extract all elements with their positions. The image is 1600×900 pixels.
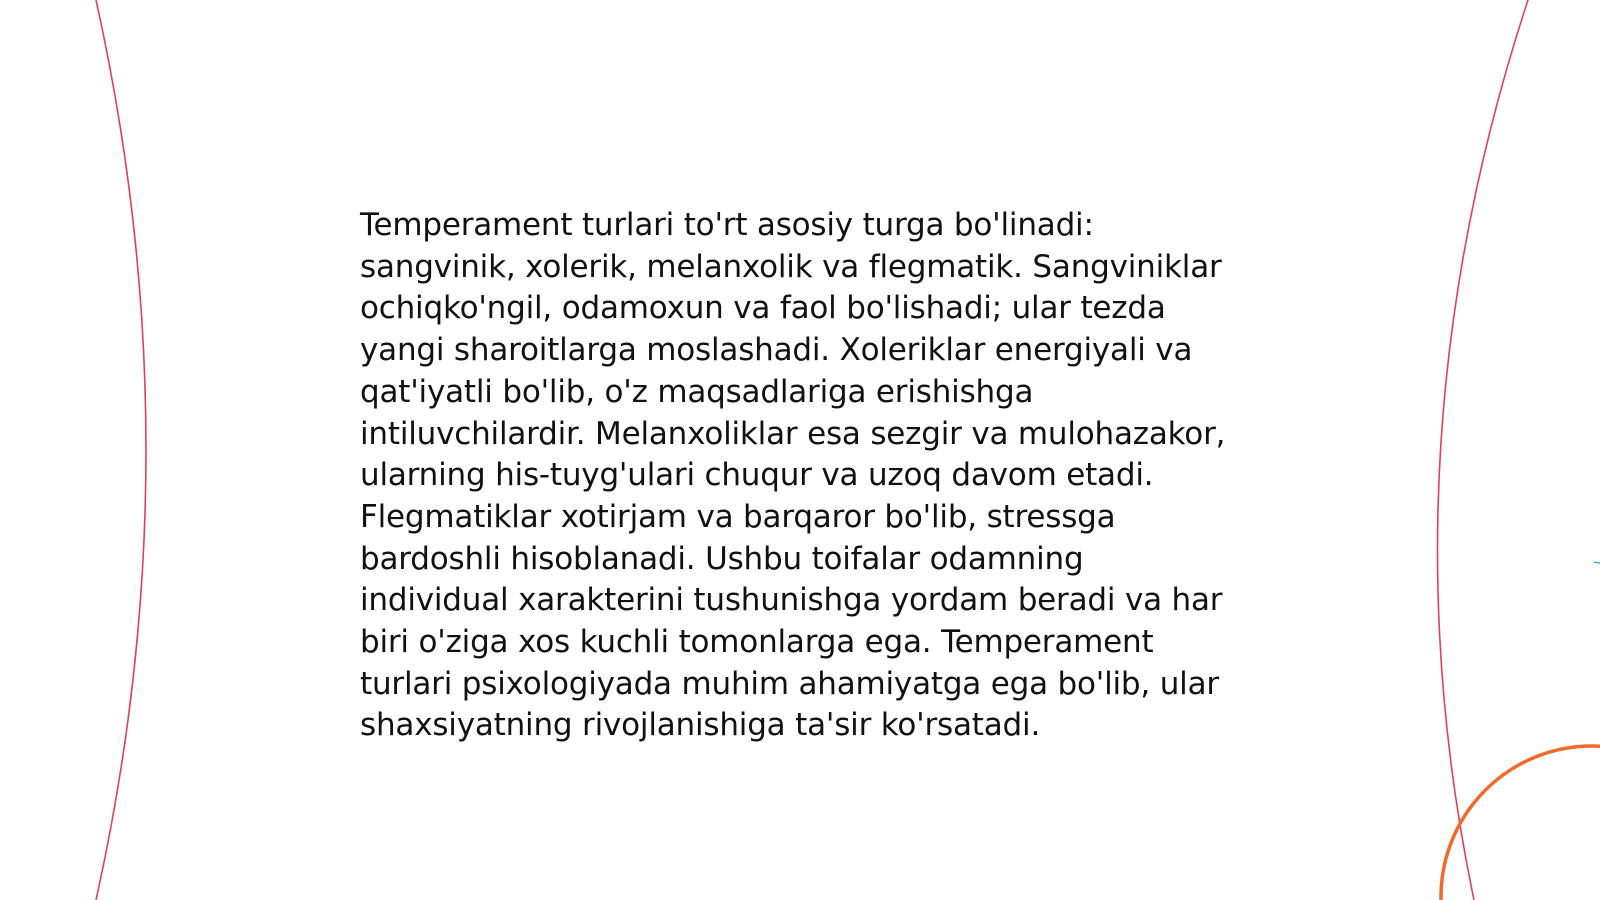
orange-decorative-circle — [1441, 746, 1600, 900]
left-decorative-arc — [96, 0, 146, 900]
teal-decorative-tick — [1594, 562, 1600, 563]
right-decorative-arc — [1437, 0, 1528, 900]
body-paragraph: Temperament turlari to'rt asosiy turga bo'linadi: sangvinik, xolerik, melanxolik va flegmatik. Sangviniklar ochiqko'ngil, odamoxun va faol bo'lishadi; ular tezda yangi sharoitlarga moslashadi. Xoleriklar energiyali va qat'iyatli bo'lib, o'z maqsadlariga erishishga intiluvchilardir. Melanxoliklar esa sezgir va mulohazakor, ularning his-tuyg'ulari chuqur va uzoq davom etadi. Flegmatiklar xotirjam va barqaror bo'lib, stressga bardoshli hisoblanadi. Ushbu toifalar odamning individual xarakterini tushunishga yordam beradi va har biri o'ziga xos kuchli tomonlarga ega. Temperament turlari psixologiyada muhim ahamiyatga ega bo'lib, ular shaxsiyatning rivojlanishiga ta'sir ko'rsatadi. — [360, 207, 1226, 744]
